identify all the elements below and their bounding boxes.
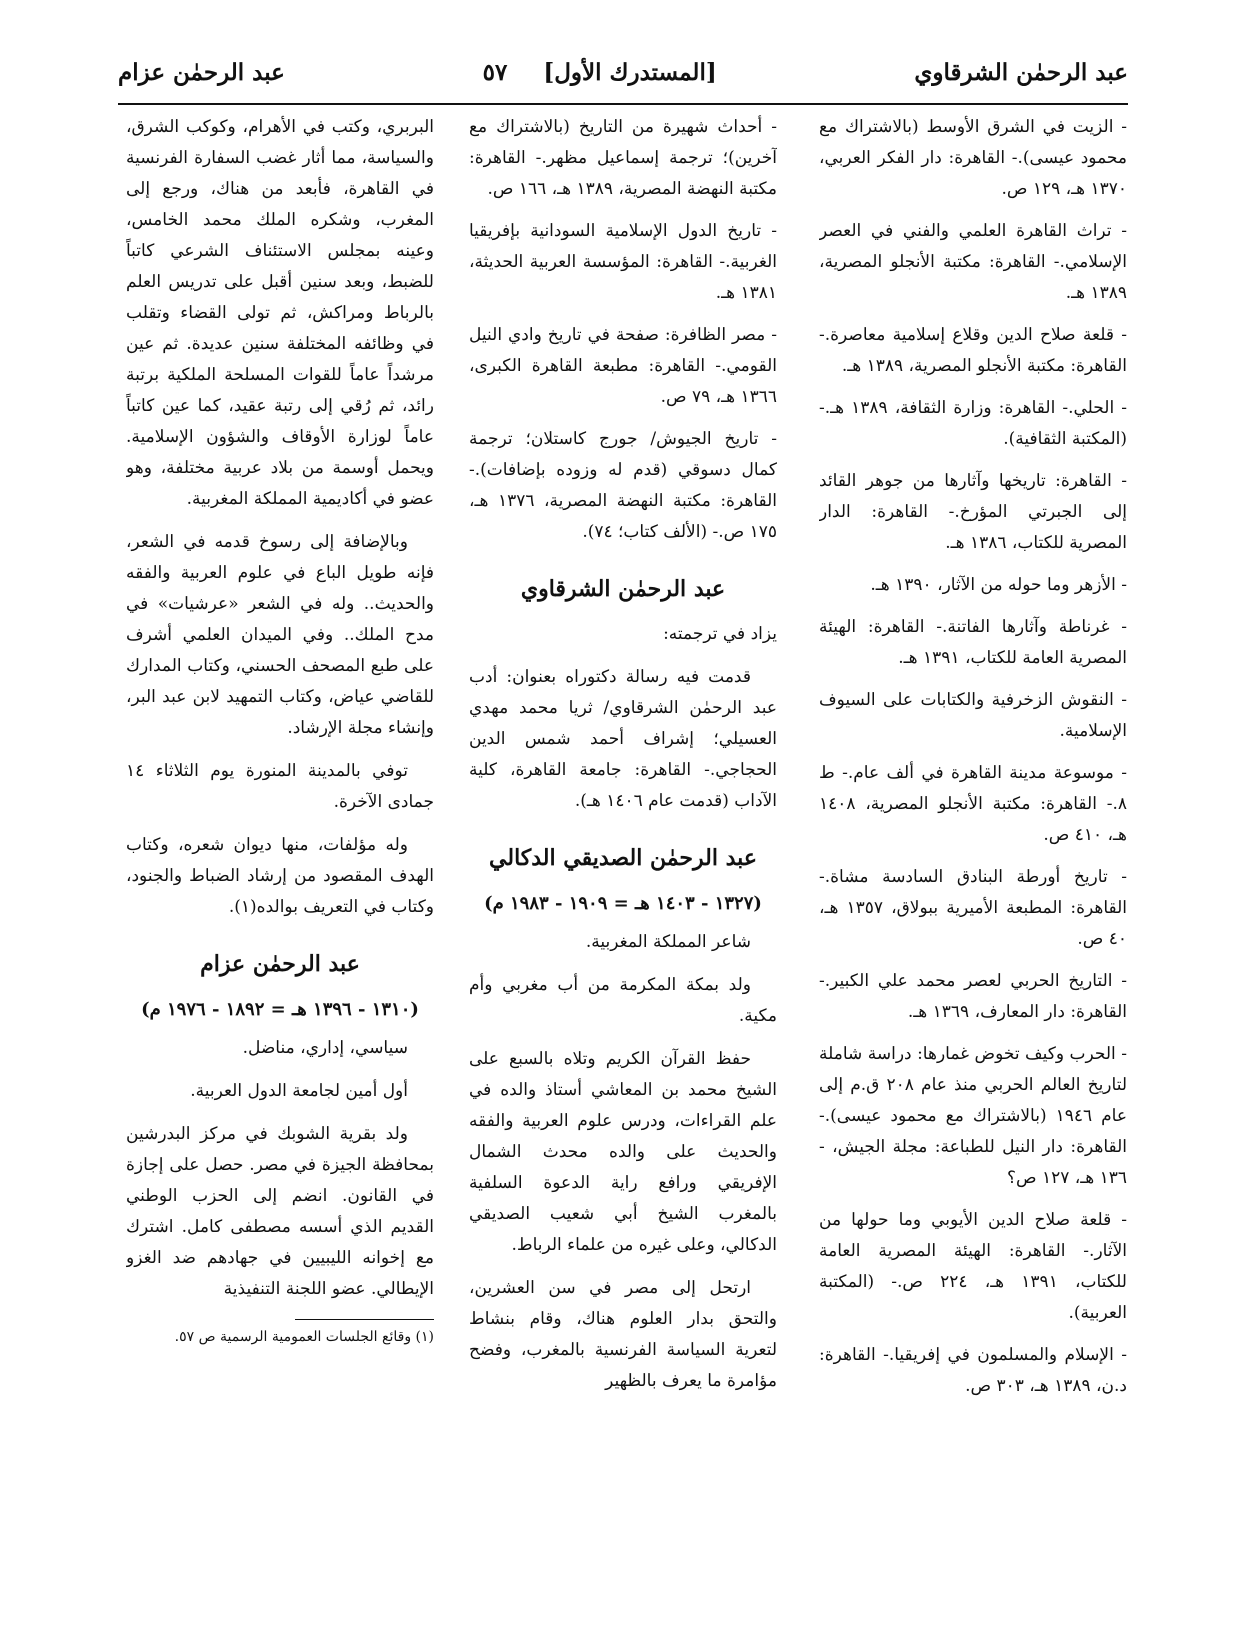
running-title-right: عبد الرحمٰن الشرقاوي: [914, 58, 1128, 86]
bio-paragraph: حفظ القرآن الكريم وتلاه بالسبع على الشيخ محمد بن المعاشي أستاذ والده في علم القراءات، ودرس علوم العربية والفقه والحديث على والده محدث الشمال الإفريقي ورافع راية الدعوة السلفية بالمغرب الشيخ أبي شعيب الصديقي الدكالي، وعلى غيره من علماء الرباط.: [469, 1049, 777, 1255]
bio-paragraph: ارتحل إلى مصر في سن العشرين، والتحق بدار العلوم هناك، وقام بنشاط لتعرية السياسة الفرنسية بالمغرب، وفضح مؤامرة ما يعرف بالظهير: [469, 1278, 777, 1391]
bibliography-entry: - الحلي.- القاهرة: وزارة الثقافة، ١٣٨٩ هـ.- (المكتبة الثقافية).: [819, 393, 1127, 455]
bio-paragraph: وبالإضافة إلى رسوخ قدمه في الشعر، فإنه طويل الباع في علوم العربية والفقه والحديث.. وله في الشعر «عرشيات» في مدح الملك.. وفي الميدان العلمي أشرف على طبع المصحف الحسني، وكتاب المدارك للقاضي عياض، وكتاب التمهيد لابن عبد البر، وإنشاء مجلة الإرشاد.: [126, 532, 434, 738]
bio-role: أول أمين لجامعة الدول العربية.: [190, 1081, 408, 1101]
biography-heading: عبد الرحمٰن عزام: [200, 951, 360, 977]
bio-role: سياسي، إداري، مناضل.: [242, 1038, 408, 1058]
bibliography-entry: - قلعة صلاح الدين وقلاع إسلامية معاصرة.- القاهرة: مكتبة الأنجلو المصرية، ١٣٨٩ هـ.: [819, 320, 1127, 382]
bibliography-entry: - الحرب وكيف تخوض غمارها: دراسة شاملة لتاريخ العالم الحربي منذ عام ٢٠٨ ق.م إلى عام ١٩٤٦ (بالاشتراك مع محمود عيسى).- القاهرة: دار النيل للطباعة: مجلة الجيش، - ١٣٦ هـ، ١٢٧ ص؟: [819, 1039, 1127, 1194]
bibliography-entry: - تاريخ أورطة البنادق السادسة مشاة.- القاهرة: المطبعة الأميرية ببولاق، ١٣٥٧ هـ، ٤٠ ص.: [819, 862, 1127, 955]
left-column: [126, 112, 434, 1602]
supplement-label: [المستدرك الأول]: [543, 58, 717, 86]
bibliography-entry: - تاريخ الدول الإسلامية السودانية بإفريقيا الغربية.- القاهرة: المؤسسة العربية الحديثة، ١٣٨١ هـ.: [469, 216, 777, 309]
right-column: [819, 112, 1127, 1602]
addendum-intro: يزاد في ترجمته:: [663, 624, 777, 644]
bibliography-entry: - أحداث شهيرة من التاريخ (بالاشتراك مع آخرين)؛ ترجمة إسماعيل مظهر.- القاهرة: مكتبة النهضة المصرية، ١٣٨٩ هـ، ١٦٦ ص.: [469, 112, 777, 205]
biography-heading: عبد الرحمٰن الشرقاوي: [520, 576, 726, 602]
biography-heading: عبد الرحمٰن الصديقي الدكالي: [489, 845, 757, 871]
page-number: ٥٧: [482, 58, 508, 86]
bibliography-entry: - تاريخ الجيوش/ جورج كاستلان؛ ترجمة كمال دسوقي (قدم له وزوده بإضافات).- القاهرة: مكتبة النهضة المصرية، ١٣٧٦ هـ، ١٧٥ ص.- (الألف كتاب؛ ٧٤).: [469, 424, 777, 548]
bibliography-entry: - الأزهر وما حوله من الآثار، ١٣٩٠ هـ.: [819, 570, 1127, 601]
bio-paragraph: وله مؤلفات، منها ديوان شعره، وكتاب الهدف المقصود من إرشاد الضباط والجنود، وكتاب في التعريف بوالده(١).: [126, 835, 434, 917]
bibliography-entry: - الإسلام والمسلمون في إفريقيا.- القاهرة: د.ن، ١٣٨٩ هـ، ٣٠٣ ص.: [819, 1340, 1127, 1402]
bibliography-entry: - القاهرة: تاريخها وآثارها من جوهر القائد إلى الجبرتي المؤرخ.- القاهرة: الدار المصرية للكتاب، ١٣٨٦ هـ.: [819, 466, 1127, 559]
bibliography-entry: - التاريخ الحربي لعصر محمد علي الكبير.- القاهرة: دار المعارف، ١٣٦٩ هـ.: [819, 966, 1127, 1028]
bio-paragraph: ولد بقرية الشوبك في مركز البدرشين بمحافظة الجيزة في مصر. حصل على إجازة في القانون. انضم إلى الحزب الوطني القديم الذي أسسه مصطفى كامل. اشترك مع إخوانه الليبيين في جهادهم ضد الغزو الإيطالي. عضو اللجنة التنفيذية: [126, 1124, 434, 1299]
life-dates: (١٣٢٧ - ١٤٠٣ هـ = ١٩٠٩ - ١٩٨٣ م): [484, 893, 762, 914]
bibliography-entry: - مصر الظافرة: صفحة في تاريخ وادي النيل القومي.- القاهرة: مطبعة القاهرة الكبرى، ١٣٦٦ هـ، ٧٩ ص.: [469, 320, 777, 413]
footnote: (١) وقائع الجلسات العمومية الرسمية ص ٥٧.: [174, 1329, 434, 1345]
bio-paragraph: البربري، وكتب في الأهرام، وكوكب الشرق، والسياسة، مما أثار غضب السفارة الفرنسية في القاهرة، فأبعد من هناك، ورجع إلى المغرب، وشكره الملك محمد الخامس، وعينه بمجلس الاستئناف الشرعي كاتباً للضبط، وبعد سنين أقبل على تدريس العلم بالرباط ومراكش، ثم تولى القضاء وتقلب في وظائفه المختلفة سنين عديدة. ثم عين مرشداً عاماً للقوات المسلحة الملكية برتبة رائد، ثم رُقي إلى رتبة عقيد، كما عين كاتباً عاماً لوزارة الأوقاف والشؤون الإسلامية. ويحمل أوسمة من بلاد عربية مختلفة، وهو عضو في أكاديمية المملكة المغربية.: [126, 117, 434, 509]
header-divider: [118, 103, 1128, 105]
bibliography-entry: - الزيت في الشرق الأوسط (بالاشتراك مع محمود عيسى).- القاهرة: دار الفكر العربي، ١٣٧٠ هـ، ١٢٩ ص.: [819, 112, 1127, 205]
middle-column: [469, 112, 777, 1602]
bio-paragraph: ولد بمكة المكرمة من أب مغربي وأم مكية.: [469, 975, 777, 1026]
bio-paragraph: توفي بالمدينة المنورة يوم الثلاثاء ١٤ جمادى الآخرة.: [126, 761, 434, 812]
bibliography-entry: - النقوش الزخرفية والكتابات على السيوف الإسلامية.: [819, 685, 1127, 747]
page-header: [118, 44, 1128, 100]
bibliography-entry: - قلعة صلاح الدين الأيوبي وما حولها من الآثار.- القاهرة: الهيئة المصرية العامة للكتاب، ١٣٩١ هـ، ٢٢٤ ص.- (المكتبة العربية).: [819, 1205, 1127, 1329]
footnote-divider: [295, 1319, 434, 1320]
bibliography-entry: - تراث القاهرة العلمي والفني في العصر الإسلامي.- القاهرة: مكتبة الأنجلو المصرية، ١٣٨٩ هـ.: [819, 216, 1127, 309]
bio-role: شاعر المملكة المغربية.: [585, 932, 751, 952]
bibliography-entry: - موسوعة مدينة القاهرة في ألف عام.- ط ٨.- القاهرة: مكتبة الأنجلو المصرية، ١٤٠٨ هـ، ٤١٠ ص.: [819, 758, 1127, 851]
running-title-left: عبد الرحمٰن عزام: [118, 58, 285, 86]
bibliography-entry: - غرناطة وآثارها الفاتنة.- القاهرة: الهيئة المصرية العامة للكتاب، ١٣٩١ هـ.: [819, 612, 1127, 674]
header-center: [483, 59, 717, 86]
life-dates: (١٣١٠ - ١٣٩٦ هـ = ١٨٩٢ - ١٩٧٦ م): [141, 999, 419, 1020]
dissertation-note: قدمت فيه رسالة دكتوراه بعنوان: أدب عبد الرحمٰن الشرقاوي/ ثريا محمد مهدي العسيلي؛ إشراف أحمد شمس الدين الحجاجي.- القاهرة: جامعة القاهرة، كلية الآداب (قدمت عام ١٤٠٦ هـ).: [469, 667, 777, 811]
